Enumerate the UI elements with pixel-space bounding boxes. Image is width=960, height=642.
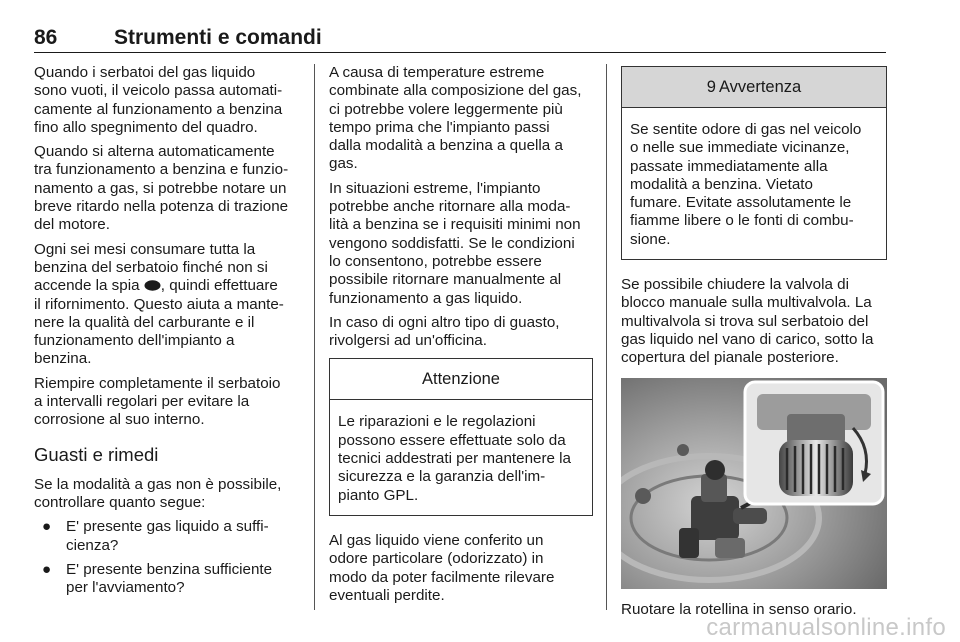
paragraph: Quando i serbatoi del gas liquido sono vuoti, il veicolo passa automati- camente al funzionamento a benzina fino allo spegnimento del quadro.: [34, 64, 283, 136]
column-middle: [329, 64, 593, 611]
list-item-text: E' presente benzina sufficiente per l'avviamento?: [66, 560, 273, 597]
list-item: [34, 561, 302, 598]
paragraph: Se la modalità a gas non è possibile, controllare quanto segue:: [34, 475, 282, 511]
paragraph: [34, 241, 302, 369]
paragraph: Quando si alterna automaticamente tra funzionamento a benzina e funzio- namento a gas, si potrebbe notare un breve ritardo nella potenza di trazione del motore.: [34, 143, 289, 234]
column-left: [34, 64, 302, 603]
attention-body: Le riparazioni e le regolazioni possono essere effettuate solo da tecnici addestrati per mantenere la sicurezza e la garanzia dell'im- pianto GPL.: [338, 413, 572, 504]
warning-body: Se sentite odore di gas nel veicolo o nelle sue immediate vicinanze, passate immediatamente alla modalità a benzina. Vietato fumare. Evitate assolutamente le fiamme libere o le fonti di combu- sione.: [630, 121, 862, 248]
page-title: Strumenti e comandi: [114, 26, 322, 49]
page-number: 86: [34, 26, 58, 49]
warning-title: Avvertenza: [718, 77, 802, 96]
multivalve-photo: [621, 378, 887, 589]
attention-box: [329, 358, 593, 515]
list-item-text: E' presente gas liquido a suffi- cienza?: [66, 518, 269, 554]
paragraph: In situazioni estreme, l'impianto potrebbe anche ritornare alla moda- lità a benzina se i requisiti minimi non vengono soddisfatti. Se le condizioni lo consentono, potrebbe essere possibile ritornare manualmente al funzionamento a gas liquido.: [329, 179, 581, 307]
fuel-warning-light-icon: [144, 280, 161, 291]
attention-title: Attenzione: [330, 359, 592, 400]
bullet-icon: ●: [42, 518, 52, 536]
text-span: , quindi effettuare il rifornimento. Questo aiuta a mante- nere la qualità del carburante e il funzionamento dell'impianto a benzina.: [34, 277, 284, 368]
column-divider: [314, 64, 315, 610]
column-divider: [606, 64, 607, 610]
paragraph: In caso di ogni altro tipo di guasto, rivolgersi ad un'officina.: [329, 313, 560, 350]
bullet-icon: ●: [42, 560, 52, 578]
watermark: carmanualsonline.info: [706, 614, 946, 641]
paragraph: Se possibile chiudere la valvola di blocco manuale sulla multivalvola. La multivalvola si trova sul serbatoio del gas liquido nel vano di carico, sotto la copertura del pianale posteriore.: [621, 276, 874, 367]
check-list: [34, 518, 302, 597]
paragraph: Riempire completamente il serbatoio a intervalli regolari per evitare la corrosione al suo interno.: [34, 374, 281, 429]
warning-header: [622, 67, 886, 108]
page-header: [34, 24, 886, 53]
list-item: [34, 518, 302, 555]
warning-triangle-icon: 9: [706, 77, 716, 96]
photo-caption: Ruotare la rotellina in senso orario.: [621, 600, 857, 618]
paragraph: Al gas liquido viene conferito un odore particolare (odorizzato) in modo da poter facilmente rilevare eventuali perdite.: [329, 531, 555, 604]
paragraph: A causa di temperature estreme combinate alla composizione del gas, ci potrebbe volere leggermente più tempo prima che l'impianto passi dalla modalità a benzina a quella a gas.: [329, 64, 582, 173]
section-heading: Guasti e rimedi: [34, 443, 159, 465]
column-right: [621, 64, 887, 625]
warning-box: [621, 66, 887, 260]
text-span: Ogni sei mesi consumare tutta la benzina del serbatoio finché non si accende la spia: [34, 240, 268, 295]
